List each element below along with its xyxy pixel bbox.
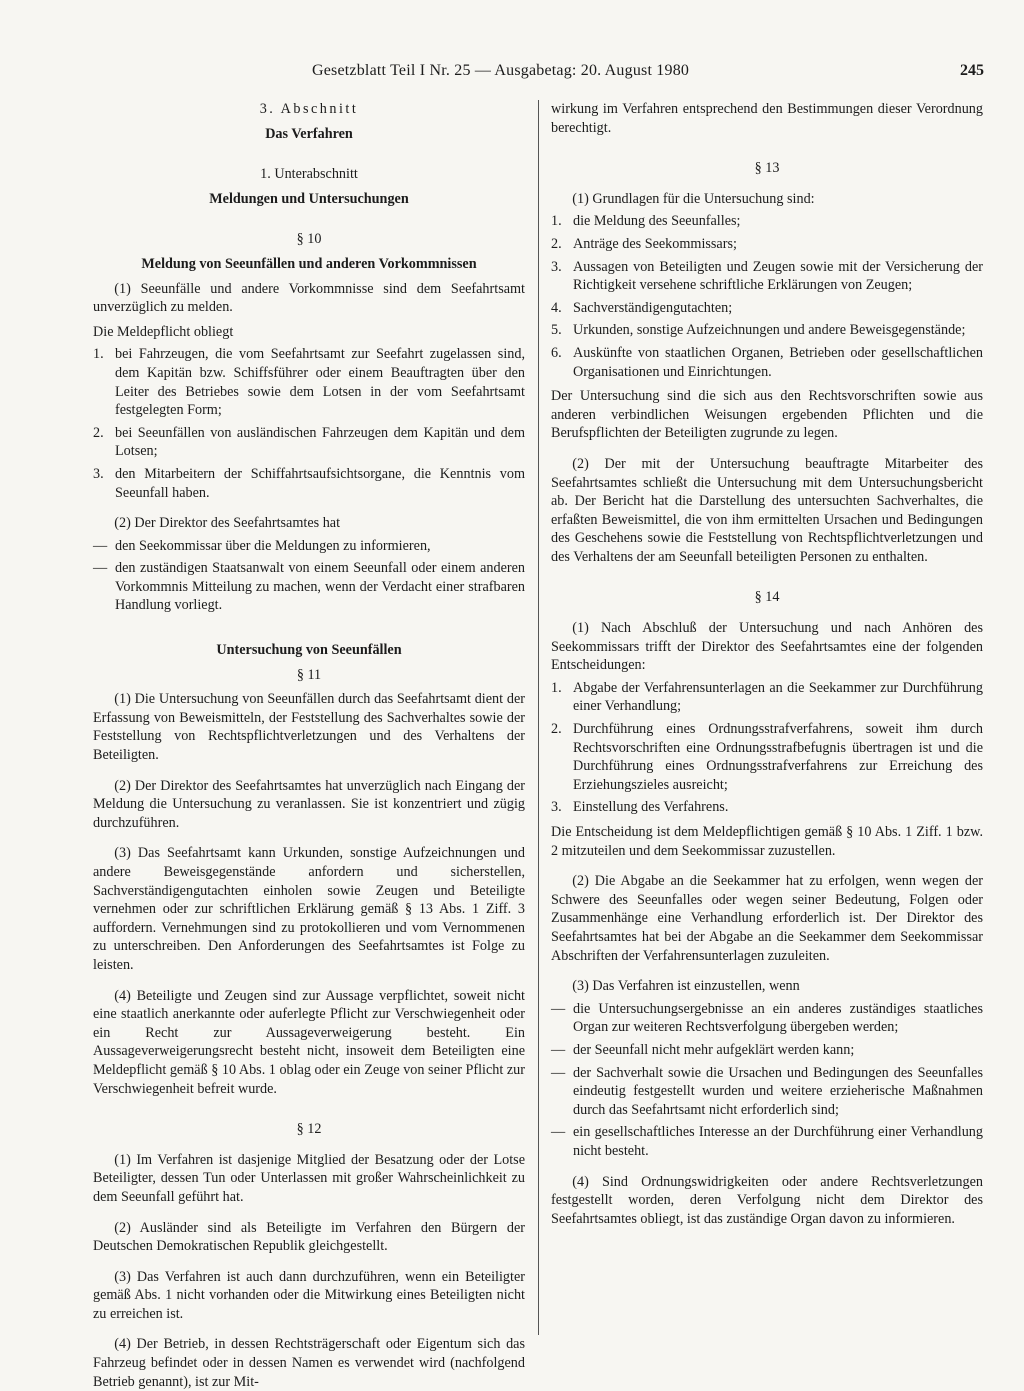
subsection-title: Meldungen und Untersuchungen: [209, 190, 409, 207]
list-item: 4. Sachverständigengutachten;: [551, 299, 733, 316]
p14-dash-list: [551, 1000, 983, 1161]
list-item: — der Seeunfall nicht mehr aufgeklärt werden kann;: [551, 1041, 855, 1058]
list-item: 1. Abgabe der Verfahrensunterlagen an die Seekammer zur Durchführung einer Verhandlung;: [551, 679, 983, 715]
paragraph-11-title: Untersuchung von Seeunfällen: [216, 642, 402, 659]
p10-abs2: (2) Der Direktor des Seefahrtsamtes hat: [114, 515, 341, 532]
p12-abs3: (3) Das Verfahren ist auch dann durchzuführen, wenn ein Beteiligter gemäß Abs. 1 nicht vorhanden oder die Mitwirkung eines Beteiligten nicht zu erreichen ist.: [93, 1268, 525, 1322]
list-item: 2. Anträge des Seekommissars;: [551, 235, 737, 252]
paragraph-10-title: Meldung von Seeunfällen und anderen Vorkommnissen: [141, 255, 477, 272]
list-item: 3. Aussagen von Beteiligten und Zeugen sowie mit der Versicherung der Richtigkeit versehene schriftliche Erklärungen von Zeugen;: [551, 258, 983, 294]
list-item: — den zuständigen Staatsanwalt von einem Seeunfall oder einem anderen Vorkommnis Mitteilung zu machen, wenn der Verdacht einer strafbaren Handlung vorliegt.: [93, 560, 525, 614]
list-item: 2. Durchführung eines Ordnungsstrafverfahrens, soweit ihm durch Rechtsvorschriften eine Ordnungsstrafbefugnis übertragen ist und die Durchführung eines Ordnungsstrafverfahrens zur Erreichung des Erziehungszieles ausreicht;: [551, 721, 983, 793]
subsection-number: 1. Unterabschnitt: [260, 166, 358, 183]
p12-abs2: (2) Ausländer sind als Beteiligte im Verfahren den Bürgern der Deutschen Demokratischen Republik gleichgestellt.: [93, 1219, 525, 1255]
list-item: 3. Einstellung des Verfahrens.: [551, 799, 729, 816]
p12-abs1: (1) Im Verfahren ist dasjenige Mitglied der Besatzung oder der Lotse Beteiligter, dessen Tun oder Unterlassen mit großer Wahrscheinlichkeit zu dem Seeunfall geführt hat.: [93, 1151, 525, 1205]
p13-after: Der Untersuchung sind die sich aus den Rechtsvorschriften sowie aus anderen verbindlichen Weisungen ergebenden Pflichten und die Berufspflichten der Beteiligten zugrunde zu legen.: [551, 388, 983, 442]
paragraph-11-heading: § 11: [296, 666, 322, 683]
p11-abs4: (4) Beteiligte und Zeugen sind zur Aussage verpflichtet, soweit nicht eine staatlich anerkannte oder auferlegte Pflicht zur Verschwiegenheit oder ein Recht zur Aussageverweigerung besteht. Ein Aussageverweigerungsrecht besteht nicht, insoweit dem Beteiligten eine Meldepflicht gemäß § 10 Abs. 1 oblag oder ein Zeuge von seiner Pflicht zur Verschwiegenheit befreit wurde.: [93, 987, 525, 1097]
list-item: 1. die Meldung des Seeunfalles;: [551, 213, 741, 230]
p14-abs4: (4) Sind Ordnungswidrigkeiten oder andere Rechtsverletzungen festgestellt worden, deren Verfolgung nicht dem Direktor des Seefahrtsamtes obliegt, ist das zuständige Organ davon zu informieren.: [551, 1173, 983, 1227]
p14-abs2: (2) Die Abgabe an die Seekammer hat zu erfolgen, wenn wegen der Schwere des Seeunfalles oder wegen seiner Bedeutung, Folgen oder Zusammenhänge eine Verhandlung erforderlich ist. Der Direktor des Seefahrtsamtes hat bei der Abgabe an die Seekammer dem Seekommissar Abschriften der Verfahrensunterlagen zuzuleiten.: [551, 873, 983, 964]
header-title: Gesetzblatt Teil I Nr. 25 — Ausgabetag: 20. August 1980: [312, 62, 690, 79]
p11-abs2: (2) Der Direktor des Seefahrtsamtes hat unverzüglich nach Eingang der Meldung die Untersuchung zu veranlassen. Sie ist konzentriert und zügig durchzuführen.: [93, 777, 525, 831]
list-item: — die Untersuchungsergebnisse an ein anderes zuständiges staatliches Organ zur weiteren Rechtsverfolgung übergeben werden;: [551, 1000, 983, 1036]
p10-abs1: (1) Seeunfälle und andere Vorkommnisse sind dem Seefahrtsamt unverzüglich zu melden.: [93, 280, 525, 316]
p13-abs1: (1) Grundlagen für die Untersuchung sind:: [572, 190, 815, 207]
list-item: 6. Auskünfte von staatlichen Organen, Betrieben oder gesellschaftlichen Organisationen und Einrichtungen.: [551, 344, 983, 380]
p14-abs3: (3) Das Verfahren ist einzustellen, wenn: [572, 978, 800, 995]
p13-list: [551, 212, 983, 381]
page-header: [300, 62, 984, 84]
list-item: 1. bei Fahrzeugen, die vom Seefahrtsamt zur Seefahrt zugelassen sind, dem Kapitän bzw. Schiffsführer oder einem Beauftragten über den Leiter des Betriebes sowie dem Lotsen in der vom Seefahrtsamt festgelegten Form;: [93, 346, 525, 419]
paragraph-13-heading: § 13: [754, 160, 780, 177]
p11-abs1: (1) Die Untersuchung von Seeunfällen durch das Seefahrtsamt dient der Erfassung von Beweismitteln, der Feststellung des Sachverhaltes sowie der Feststellung von Rechtspflichtverletzungen und des Verhaltens der Beteiligten.: [93, 691, 525, 764]
p10-dash-list: [93, 537, 525, 615]
p10-list: [93, 345, 525, 502]
list-item: 5. Urkunden, sonstige Aufzeichnungen und andere Beweisgegenstände;: [551, 322, 966, 339]
left-column: [93, 100, 525, 1391]
page-number: 245: [960, 62, 984, 79]
list-item: — ein gesellschaftliches Interesse an der Durchführung einer Verhandlung nicht besteht.: [551, 1124, 983, 1159]
p13-abs2: (2) Der mit der Untersuchung beauftragte Mitarbeiter des Seefahrtsamtes schließt die Untersuchung mit dem Untersuchungsbericht ab. Der Bericht hat die Darstellung des untersuchten Sachverhaltes, die erfaßten Beweismittel, die von ihm ermittelten Ursachen und Bedingungen des Geschehens sowie die Feststellung von Rechtspflichtverletzungen und des Verhaltens der am Seeunfall beteiligten Personen zu enthalten.: [551, 455, 983, 565]
paragraph-14-heading: § 14: [754, 589, 780, 606]
p14-list: [551, 679, 983, 817]
section-number: 3. Abschnitt: [259, 101, 359, 117]
right-column: [551, 100, 983, 1228]
p10-intro: Die Meldepflicht obliegt: [93, 323, 234, 340]
section-title: Das Verfahren: [265, 125, 353, 142]
paragraph-10-heading: § 10: [296, 231, 322, 248]
column-divider: [538, 100, 539, 1335]
p12-continuation: wirkung im Verfahren entsprechend den Bestimmungen dieser Verordnung berechtigt.: [551, 101, 983, 136]
list-item: — der Sachverhalt sowie die Ursachen und Bedingungen des Seeunfalles eindeutig festgestellt wurden und weitere erzieherische Maßnahmen durch das Seefahrtsamt nicht erforderlich sind;: [551, 1064, 983, 1118]
p14-after: Die Entscheidung ist dem Meldepflichtigen gemäß § 10 Abs. 1 Ziff. 1 bzw. 2 mitzuteilen und dem Seekommissar zuzustellen.: [551, 824, 983, 859]
list-item: — den Seekommissar über die Meldungen zu informieren,: [93, 537, 431, 554]
p12-abs4: (4) Der Betrieb, in dessen Rechtsträgerschaft oder Eigentum sich das Fahrzeug befindet oder in dessen Namen es verwendet wird (nachfolgend Betrieb genannt), ist zur Mit-: [93, 1336, 525, 1390]
p14-abs1: (1) Nach Abschluß der Untersuchung und nach Anhören des Seekommissars trifft der Direktor des Seefahrtsamtes eine der folgenden Entscheidungen:: [551, 620, 983, 674]
list-item: 3. den Mitarbeitern der Schiffahrtsaufsichtsorgane, die Kenntnis vom Seeunfall haben.: [93, 465, 525, 501]
list-item: 2. bei Seeunfällen von ausländischen Fahrzeugen dem Kapitän und dem Lotsen;: [93, 424, 525, 460]
p11-abs3: (3) Das Seefahrtsamt kann Urkunden, sonstige Aufzeichnungen und andere Beweisgegenstände anfordern und sicherstellen, Sachverständigengutachten einholen sowie Zeugen und Beteiligte vernehmen oder zur schriftlichen Erklärung gemäß § 13 Abs. 1 Ziff. 3 auffordern. Vernehmungen sind zu protokollieren und vom Vernommenen zu unterschreiben. Den Anforderungen des Seefahrtsamtes ist Folge zu leisten.: [93, 845, 525, 973]
paragraph-12-heading: § 12: [296, 1121, 322, 1138]
